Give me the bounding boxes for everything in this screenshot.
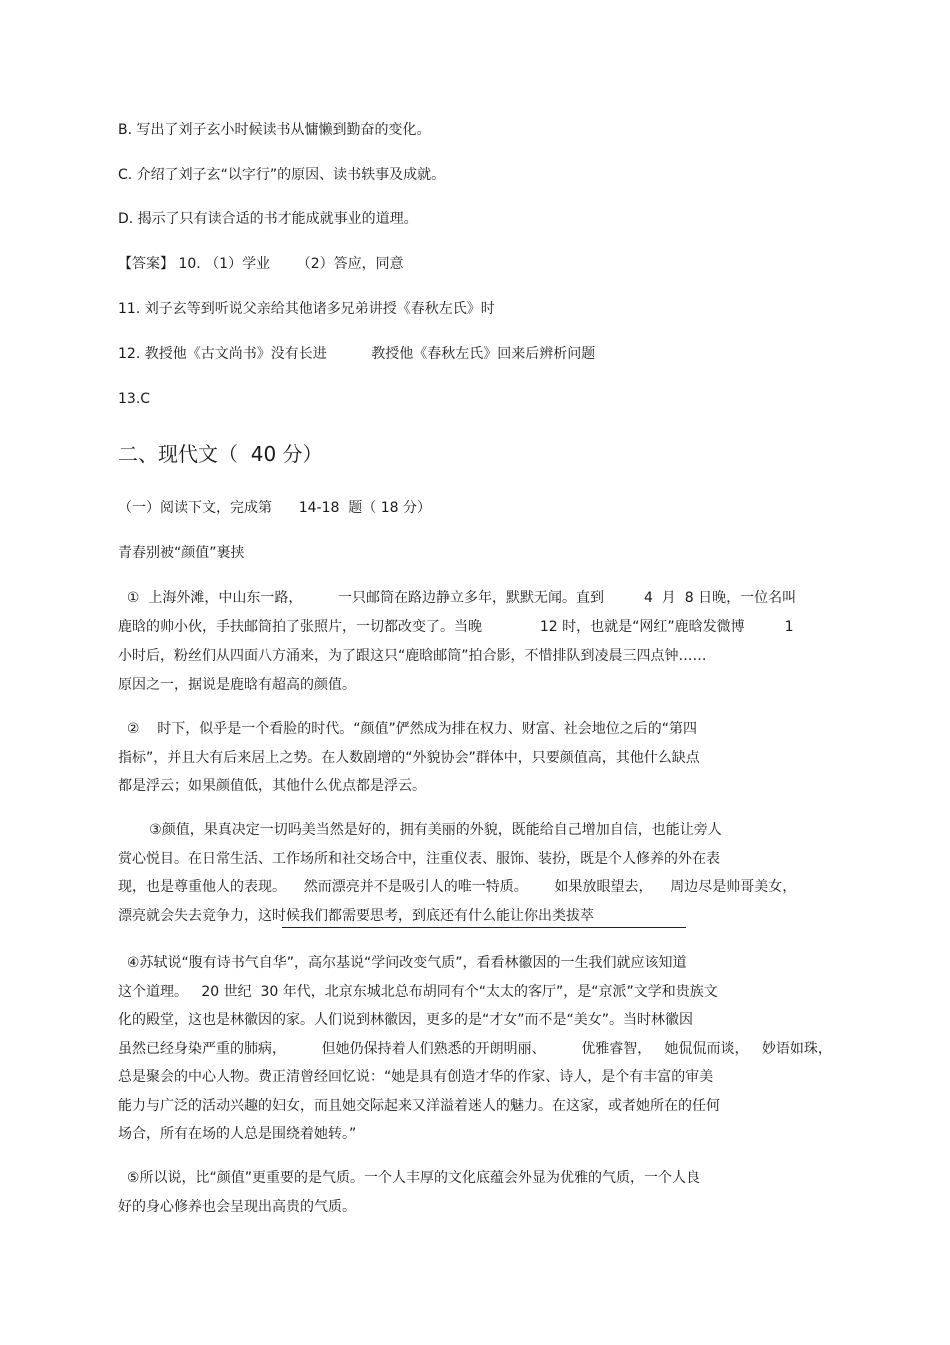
paragraph-line: 赏心悦目。在日常生活、工作场所和社交场合中，注重仪表、服饰、装扮，既是个人修养的外在表 [118,851,720,867]
paragraph-line: 场合，所有在场的人总是围绕着她转。” [118,1126,357,1142]
answer-line-10: 【答案】 10. （1）学业 （2）答应，同意 [118,256,404,272]
paragraph-line: 虽然已经身染严重的肺病， 但她仍保持着人们熟悉的开朗明丽、 优雅睿智， 她侃侃而谈， 妙语如珠， [118,1041,832,1057]
paragraph-line: ② 时下，似乎是一个看脸的时代。“颜值”俨然成为排在权力、财富、社会地位之后的“第四 [118,721,698,737]
paragraph-line: 都是浮云；如果颜值低，其他什么优点都是浮云。 [118,778,426,794]
option-d: D. 揭示了只有读合适的书才能成就事业的道理。 [118,211,418,227]
paragraph-line: ③颜值，果真决定一切吗美当然是好的，拥有美丽的外貌，既能给自己增加自信，也能让旁人 [118,822,722,838]
paragraph-line: 漂亮就会失去竞争力，这时候我们都需要思考，到底还有什么能让你出类拔萃 [118,908,594,924]
paragraph-line: 现，也是尊重他人的表现。 然而漂亮并不是吸引人的唯一特质。 如果放眼望去， 周边尽是帅哥美女， [118,879,797,895]
answer-line-13: 13.C [118,391,151,407]
paragraph-line: 化的殿堂，这也是林徽因的家。人们说到林徽因，更多的是“才女”而不是“美女”。当时林徽因 [118,1012,694,1028]
paragraph-line: 指标”，并且大有后来居上之势。在人数剧增的“外貌协会”群体中，只要颜值高，其他什么缺点 [118,750,700,766]
paragraph-line: 这个道理。 20 世纪 30 年代，北京东城北总布胡同有个“太太的客厅”，是“京派”文学和贵族文 [118,984,718,1000]
paragraph-line: 好的身心修养也会呈现出高贵的气质。 [118,1199,356,1215]
answer-line-11: 11. 刘子玄等到听说父亲给其他诸多兄弟讲授《春秋左氏》时 [118,301,495,317]
paragraph-line: ① 上海外滩，中山东一路， 一只邮筒在路边静立多年，默默无闻。直到 4 月 8 日晚，一位名叫 [118,590,797,606]
section-heading: 二、现代文（ 40 分） [118,442,323,466]
answer-line-12: 12. 教授他《古文尚书》没有长进 教授他《春秋左氏》回来后辨析问题 [118,346,596,362]
option-c: C. 介绍了刘子玄“以字行”的原因、读书轶事及成就。 [118,167,446,183]
paragraph-line: 能力与广泛的活动兴趣的妇女，而且她交际起来又洋溢着迷人的魅力。在这家，或者她所在的任何 [118,1098,720,1114]
section-subheading: （一）阅读下文，完成第 14-18 题（ 18 分） [118,500,431,516]
paragraph-line: 总是聚会的中心人物。费正清曾经回忆说：“她是具有创造才华的作家、诗人，是个有丰富的审美 [118,1069,714,1085]
paragraph-line: ⑤所以说，比“颜值”更重要的是气质。一个人丰厚的文化底蕴会外显为优雅的气质，一个人良 [118,1170,700,1186]
paragraph-line: 鹿晗的帅小伙，手扶邮筒拍了张照片，一切都改变了。当晚 12 时，也就是“网红”鹿晗发微博 1 [118,619,794,635]
paragraph-line: 小时后，粉丝们从四面八方涌来，为了跟这只“鹿晗邮筒”拍合影，不惜排队到凌晨三四点钟…… [118,648,707,664]
article-title: 青春别被“颜值”裹挟 [118,545,245,561]
option-b: B. 写出了刘子玄小时候读书从慵懒到勤奋的变化。 [118,122,431,138]
paragraph-line: ④苏轼说“腹有诗书气自华”，高尔基说“学问改变气质”，看看林徽因的一生我们就应该知道 [118,955,687,971]
paragraph-line: 原因之一，据说是鹿晗有超高的颜值。 [118,677,356,693]
underline [282,927,686,928]
